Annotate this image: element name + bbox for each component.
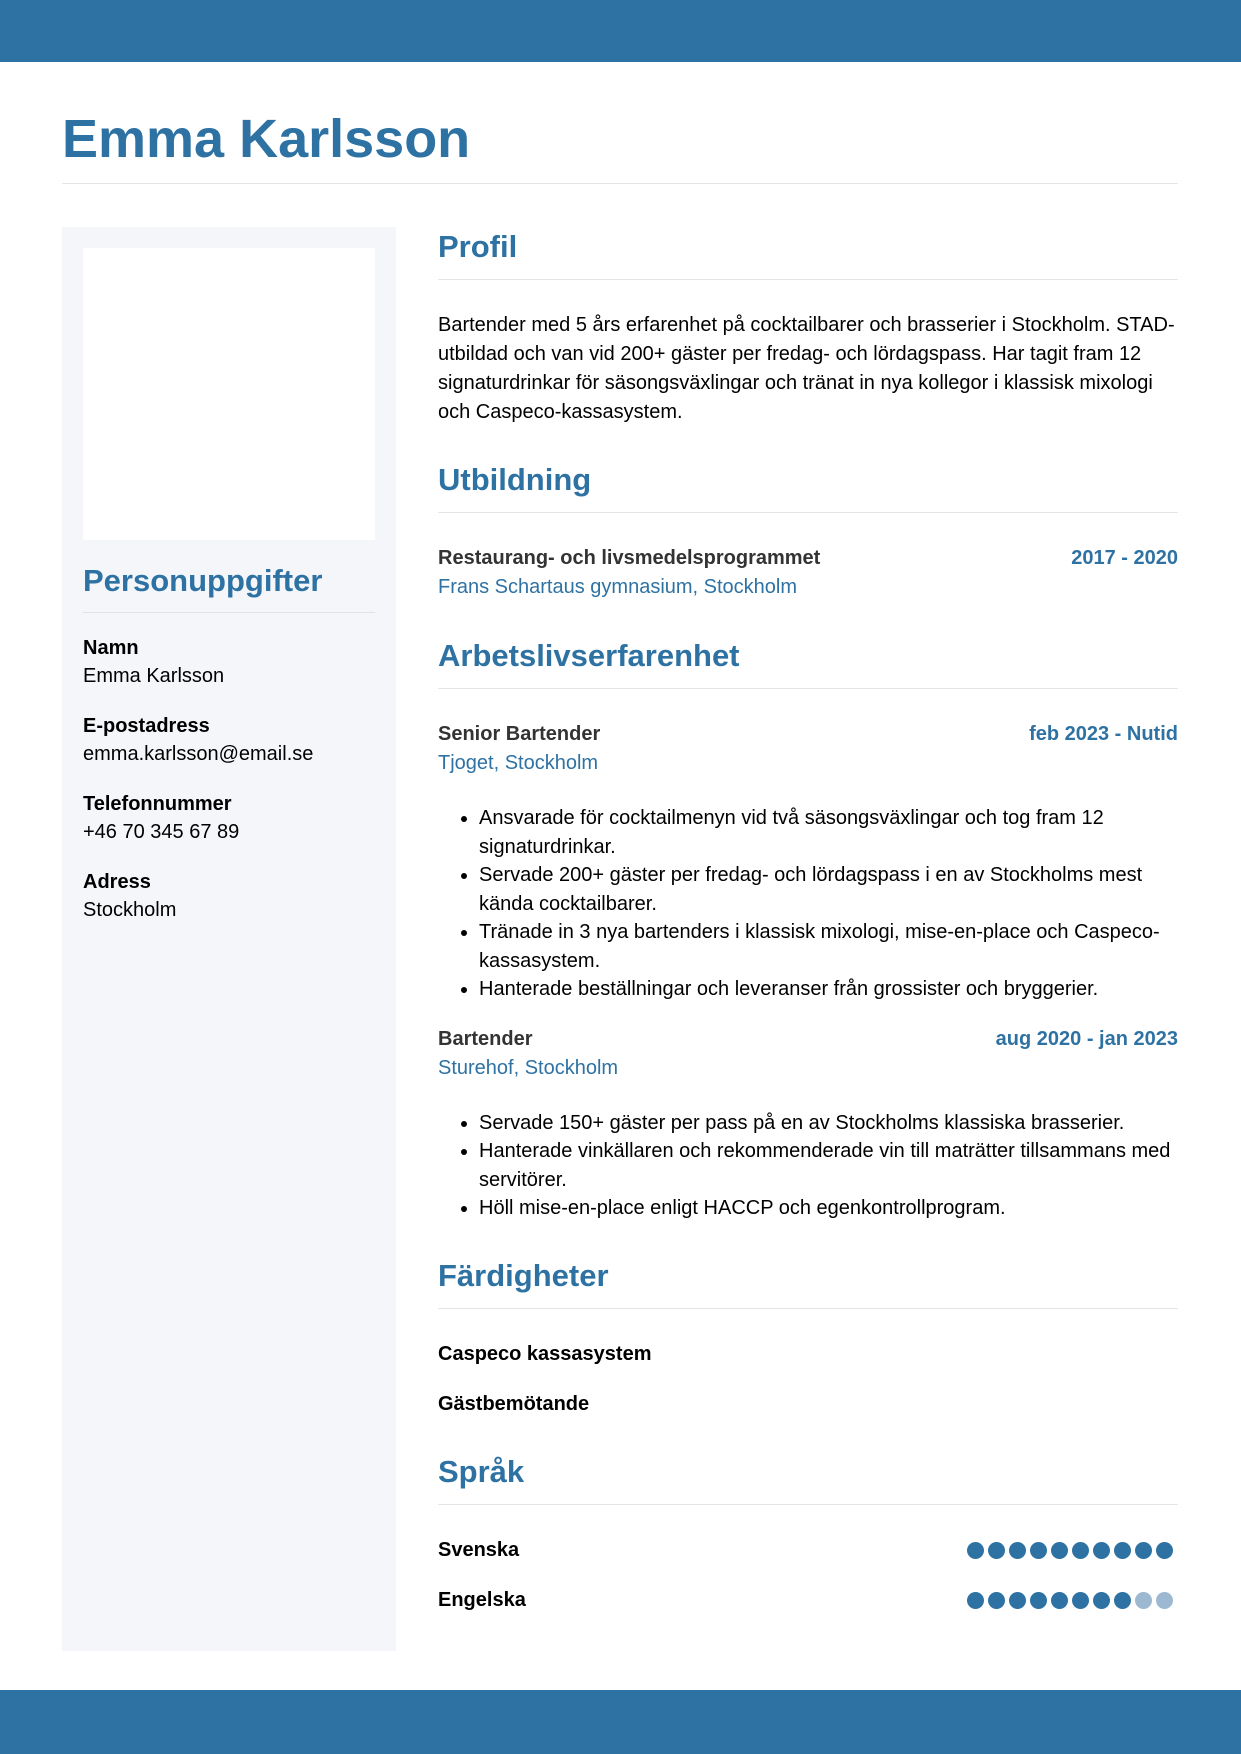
section-divider — [438, 1504, 1178, 1505]
section-divider — [438, 688, 1178, 689]
level-dot-filled — [1135, 1542, 1152, 1559]
language-name: Svenska — [438, 1538, 520, 1561]
level-dot-filled — [988, 1592, 1005, 1609]
bullet-list — [438, 1109, 1178, 1223]
section-title: Arbetslivserfarenhet — [438, 638, 740, 673]
sidebar — [62, 227, 396, 1651]
personal-info-heading: Personuppgifter — [83, 563, 323, 598]
education-entry — [438, 544, 1178, 602]
level-dot-filled — [988, 1542, 1005, 1559]
page-title: Emma Karlsson — [62, 109, 471, 169]
language-name: Engelska — [438, 1588, 526, 1611]
level-dot-filled — [1051, 1542, 1068, 1559]
experience-section — [438, 636, 1178, 1223]
level-dot-filled — [1030, 1592, 1047, 1609]
language-level-dots — [967, 1542, 1173, 1559]
entry-title: Bartender — [438, 1027, 533, 1050]
entry-org: Frans Schartaus gymnasium, Stockholm — [438, 576, 798, 598]
languages-section — [438, 1452, 1178, 1615]
section-title: Utbildning — [438, 462, 592, 497]
bullet-item: • Höll mise-en-place enligt HACCP och egenkontrollprogram. — [479, 1194, 1178, 1223]
language-level-dots — [967, 1592, 1173, 1609]
section-title: Språk — [438, 1453, 525, 1489]
language-row — [438, 1536, 1178, 1565]
info-item-phone — [83, 790, 375, 868]
level-dot-filled — [1114, 1592, 1131, 1609]
entry-org: Sturehof, Stockholm — [438, 1056, 619, 1079]
info-label: Adress — [83, 871, 151, 893]
section-divider — [438, 279, 1178, 280]
personal-info-list — [83, 634, 375, 946]
profile-section — [438, 227, 1178, 427]
info-value: Emma Karlsson — [83, 665, 225, 687]
level-dot-filled — [1093, 1592, 1110, 1609]
top-accent-bar — [0, 0, 1241, 62]
section-divider — [438, 512, 1178, 513]
bullet-item: • Servade 200+ gäster per fredag- och lördagspass i en av Stockholms mest kända cocktailbarer. — [479, 861, 1178, 918]
bullet-item: • Servade 150+ gäster per pass på en av Stockholms klassiska brasserier. — [479, 1109, 1178, 1138]
level-dot-filled — [967, 1592, 984, 1609]
section-title: Färdigheter — [438, 1257, 609, 1293]
language-row — [438, 1586, 1178, 1615]
info-value: +46 70 345 67 89 — [83, 821, 240, 843]
level-dot-filled — [1093, 1542, 1110, 1559]
info-value: Stockholm — [83, 899, 177, 921]
experience-entry — [438, 720, 1178, 1004]
info-label: Namn — [83, 637, 139, 659]
section-divider — [438, 1308, 1178, 1309]
section-title: Profil — [438, 229, 518, 264]
level-dot-filled — [1030, 1542, 1047, 1559]
info-item-email — [83, 712, 375, 790]
level-dot-empty — [1156, 1592, 1173, 1609]
profile-photo — [83, 248, 375, 540]
info-item-address — [83, 868, 375, 946]
sidebar-divider — [83, 612, 375, 613]
level-dot-filled — [1072, 1542, 1089, 1559]
entry-date: feb 2023 - Nutid — [1029, 723, 1178, 745]
experience-entry — [438, 1025, 1178, 1223]
education-section — [438, 460, 1178, 602]
entry-title: Senior Bartender — [438, 723, 601, 745]
bullet-item: • Ansvarade för cocktailmenyn vid två säsongsväxlingar och tog fram 12 signaturdrinkar. — [479, 804, 1178, 861]
level-dot-filled — [1072, 1592, 1089, 1609]
info-item-name — [83, 634, 375, 712]
info-label: E-postadress — [83, 715, 210, 737]
bullet-item: • Hanterade beställningar och leveranser från grossister och bryggerier. — [479, 975, 1178, 1004]
skill-item: Caspeco kassasystem — [438, 1342, 652, 1365]
info-value: emma.karlsson@email.se — [83, 743, 314, 765]
main-content — [438, 227, 1178, 1615]
level-dot-filled — [967, 1542, 984, 1559]
profile-text: Bartender med 5 års erfarenhet på cocktailbarer och brasserier i Stockholm. STAD-utbildad och van vid 200+ gäster per fredag- och lördagspass. Har tagit fram 12 signaturdrinkar för säsongsväxlingar och tränat in nya kollegor i klassisk mixologi och Caspeco-kassasystem. — [438, 314, 1175, 423]
header-divider — [62, 183, 1178, 184]
level-dot-empty — [1135, 1592, 1152, 1609]
level-dot-filled — [1156, 1542, 1173, 1559]
bullet-item: • Hanterade vinkällaren och rekommenderade vin till maträtter tillsammans med servitörer. — [479, 1137, 1178, 1194]
entry-date: aug 2020 - jan 2023 — [995, 1027, 1178, 1050]
skills-section — [438, 1256, 1178, 1419]
entry-title: Restaurang- och livsmedelsprogrammet — [438, 547, 821, 569]
bullet-item: • Tränade in 3 nya bartenders i klassisk mixologi, mise-en-place och Caspeco-kassasystem. — [479, 918, 1178, 975]
level-dot-filled — [1009, 1542, 1026, 1559]
entry-date: 2017 - 2020 — [1071, 547, 1178, 569]
level-dot-filled — [1114, 1542, 1131, 1559]
level-dot-filled — [1051, 1592, 1068, 1609]
info-label: Telefonnummer — [83, 793, 232, 815]
bullet-list — [438, 804, 1178, 1004]
level-dot-filled — [1009, 1592, 1026, 1609]
skill-item: Gästbemötande — [438, 1392, 590, 1415]
bottom-accent-bar — [0, 1690, 1241, 1754]
entry-org: Tjoget, Stockholm — [438, 752, 599, 774]
